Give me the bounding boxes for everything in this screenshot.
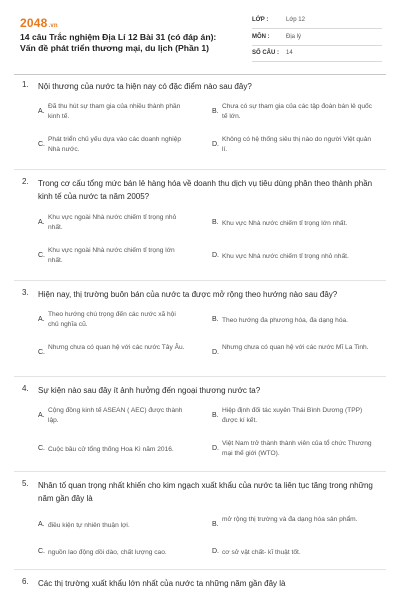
question-text: Các thị trường xuất khẩu lớn nhất của nước ta những năm gần đây là (38, 579, 286, 588)
meta-row-subject (252, 31, 382, 46)
option-text: Theo hướng đa phương hóa, đa dạng hóa. (222, 317, 349, 324)
option-letter: A. (38, 108, 45, 115)
option-text: Khu vực ngoài Nhà nước chiếm tỉ trọng nhỏ nhất. (48, 214, 177, 231)
question-number: 1. (22, 80, 29, 89)
logo-suffix: .vn (48, 23, 58, 29)
option-letter: B. (212, 316, 219, 323)
meta-row-class (252, 14, 382, 29)
question-text: Nội thương của nước ta hiện nay có đặc điểm nào sau đây? (38, 82, 252, 91)
option-text: Không có hệ thống siêu thị nào do người Việt quản lí. (222, 136, 372, 153)
option-letter: B. (212, 412, 219, 419)
question-text: Nhân tố quan trọng nhất khiến cho kim ngạch xuất khẩu của nước ta liên tục tăng trong những năm gần đây là (38, 481, 373, 503)
header-divider (14, 74, 386, 75)
question-number: 5. (22, 479, 29, 488)
option-text: Khu vực ngoài Nhà nước chiếm tỉ trọng lớn nhất. (48, 247, 175, 264)
option-text: Cuộc bầu cử tổng thống Hoa Kì năm 2016. (48, 446, 174, 453)
question-number: 4. (22, 384, 29, 393)
option-letter: D. (212, 349, 219, 356)
question-number: 3. (22, 288, 29, 297)
option-letter: D. (212, 252, 219, 259)
page-title: 14 câu Trắc nghiệm Địa Lí 12 Bài 31 (có đáp án): Vấn đề phát triển thương mại, du lịch (Phần 1) (20, 32, 217, 53)
meta-row-count (252, 47, 382, 62)
page-header (0, 0, 400, 78)
option-letter: C. (38, 141, 45, 148)
meta-label: SỐ CÂU : (252, 50, 279, 56)
site-logo[interactable] (20, 16, 58, 30)
meta-label: LỚP : (252, 17, 269, 23)
question-separator (14, 280, 386, 281)
question-text: Hiện nay, thị trường buôn bán của nước ta được mở rộng theo hướng nào sau đây? (38, 290, 338, 299)
option-letter: D. (212, 141, 219, 148)
option-text: cơ sở vật chất- kĩ thuật tốt. (222, 549, 301, 556)
option-letter: C. (38, 349, 45, 356)
option-letter: D. (212, 445, 219, 452)
question-text: Trong cơ cấu tổng mức bán lẻ hàng hóa về doanh thu dịch vụ tiêu dùng phân theo thành phần kinh tế của nước ta năm 2005? (38, 179, 373, 201)
meta-value: Địa lý (286, 33, 302, 40)
option-text: điều kiện tự nhiên thuận lợi. (48, 522, 130, 529)
option-letter: A. (38, 521, 45, 528)
option-letter: C. (38, 548, 45, 555)
meta-label: MÔN : (252, 33, 270, 40)
option-text: Cộng đồng kinh tế ASEAN ( AEC) được thành lập. (48, 407, 183, 424)
meta-value: 14 (286, 50, 293, 56)
option-text: Phát triển chủ yếu dựa vào các doanh nghiệp Nhà nước. (48, 136, 182, 153)
option-letter: C. (38, 252, 45, 259)
option-letter: A. (38, 316, 45, 323)
option-text: Khu vực Nhà nước chiếm tỉ trọng nhỏ nhất. (222, 253, 349, 260)
option-text: Chưa có sự tham gia của các tập đoàn bán lẻ quốc tế lớn. (222, 103, 372, 120)
option-text: Việt Nam trở thành thành viên của tổ chức Thương mại thế giới (WTO). (222, 440, 372, 457)
option-letter: B. (212, 108, 219, 115)
option-text: Nhưng chưa có quan hệ với các nước Tây Âu. (48, 344, 185, 351)
option-text: Khu vực Nhà nước chiếm tỉ trọng lớn nhất. (222, 220, 348, 227)
question-separator (14, 169, 386, 170)
option-letter: B. (212, 219, 219, 226)
option-letter: D. (212, 548, 219, 555)
meta-value: Lớp 12 (286, 17, 305, 23)
question-separator (14, 376, 386, 377)
logo-text: 2048 (20, 16, 48, 30)
option-text: mở rộng thị trường và đa dạng hóa sản phẩm. (222, 516, 358, 523)
option-letter: A. (38, 219, 45, 226)
question-separator (14, 471, 386, 472)
option-text: Đã thu hút sự tham gia của nhiều thành phần kinh tế. (48, 103, 181, 120)
question-number: 6. (22, 577, 29, 586)
option-letter: B. (212, 521, 219, 528)
option-letter: A. (38, 412, 45, 419)
option-text: Theo hướng chú trọng đến các nước xã hội chủ nghĩa cũ. (48, 311, 176, 328)
question-separator (14, 569, 386, 570)
question-text: Sự kiện nào sau đây ít ảnh hưởng đến ngoại thương nước ta? (38, 386, 261, 395)
option-text: nguồn lao động dồi dào, chất lượng cao. (48, 549, 167, 556)
option-text: Nhưng chưa có quan hệ với các nước Mĩ La Tinh. (222, 344, 369, 351)
option-text: Hiệp định đối tác xuyên Thái Bình Dương (TPP) được kí kết. (222, 407, 363, 424)
meta-info (252, 14, 382, 64)
question-number: 2. (22, 177, 29, 186)
option-letter: C. (38, 445, 45, 452)
